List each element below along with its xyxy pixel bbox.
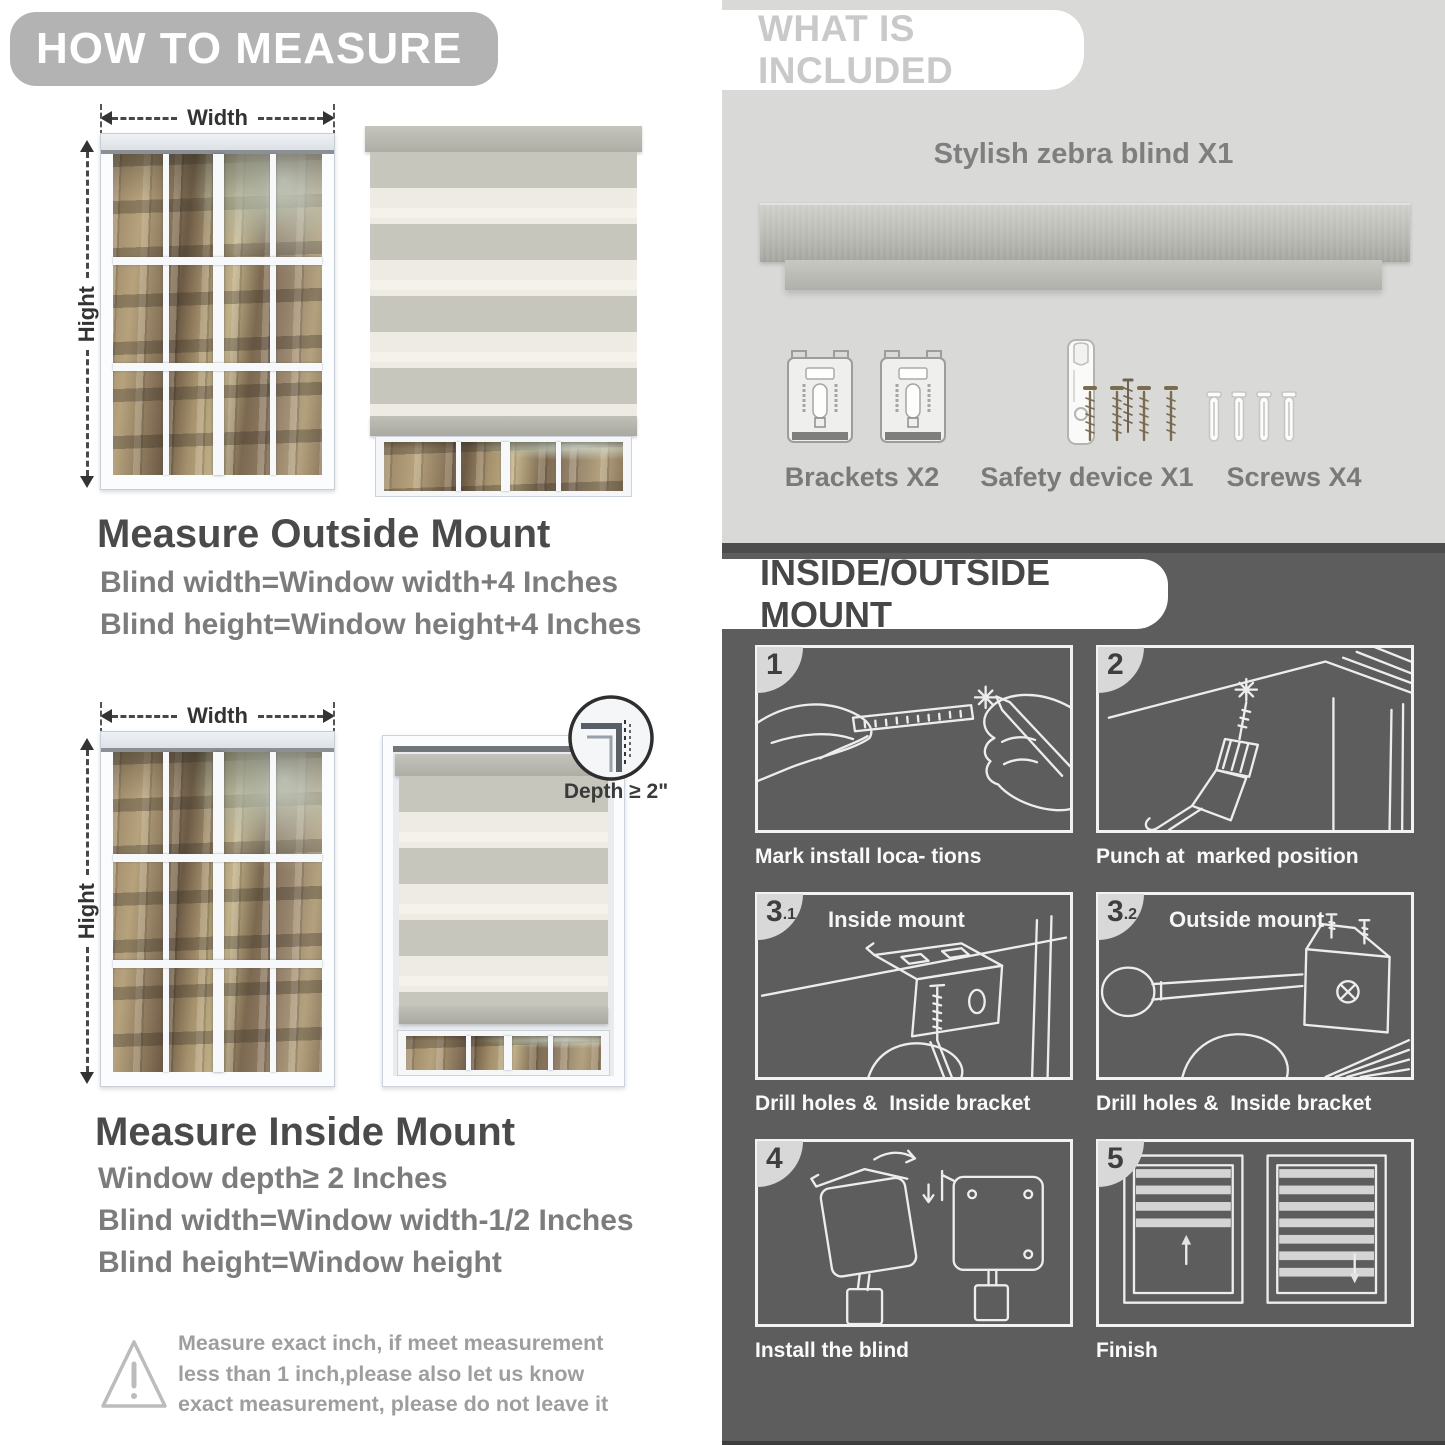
what-is-included-title: WHAT IS INCLUDED bbox=[758, 8, 954, 91]
width-label: Width bbox=[187, 703, 248, 728]
mount-steps-section bbox=[722, 553, 1445, 1445]
width-label: Width bbox=[187, 105, 248, 130]
step-1-illustration bbox=[758, 648, 1070, 830]
how-to-measure-title: HOW TO MEASURE bbox=[36, 24, 463, 73]
blind-stripes bbox=[399, 776, 608, 1006]
step-5-caption: Finish bbox=[1096, 1339, 1158, 1362]
step-2-badge: 2 bbox=[1098, 647, 1144, 693]
outside-mount-title: Measure Outside Mount bbox=[97, 512, 551, 556]
tick bbox=[100, 104, 102, 136]
blind-stripes bbox=[370, 152, 637, 416]
depth-label: Depth ≥ 2" bbox=[563, 780, 669, 803]
height-label: Hight bbox=[74, 285, 99, 343]
step-5-illustration bbox=[1099, 1142, 1411, 1324]
step-3-1-title: Inside mount bbox=[828, 907, 965, 932]
magnifier-circle-icon bbox=[567, 694, 655, 782]
step-1 bbox=[755, 645, 1073, 869]
blind-headrail bbox=[365, 126, 642, 152]
step-1-panel bbox=[755, 645, 1073, 833]
step-4-caption: Install the blind bbox=[755, 1339, 910, 1362]
window-top-frame bbox=[101, 732, 334, 752]
arrowhead-down-icon bbox=[80, 476, 94, 488]
step-5-panel bbox=[1096, 1139, 1414, 1327]
what-is-included-banner bbox=[722, 10, 1084, 90]
window-top-frame bbox=[101, 134, 334, 154]
tick bbox=[333, 702, 335, 734]
how-to-measure-banner bbox=[10, 12, 498, 86]
width-arrow-outside bbox=[100, 107, 335, 129]
inside-rule-width: Blind width=Window width-1/2 Inches bbox=[98, 1204, 634, 1237]
height-arrow-inside bbox=[74, 738, 100, 1084]
window-glass bbox=[113, 752, 322, 1072]
step-1-caption: Mark install loca- tions bbox=[755, 845, 982, 868]
brackets-label: Brackets X2 bbox=[784, 462, 940, 492]
blind-bottom-rail bbox=[370, 416, 637, 436]
step-4-panel bbox=[755, 1139, 1073, 1327]
width-arrow-inside bbox=[100, 705, 335, 727]
step-2-panel bbox=[1096, 645, 1414, 833]
step-2 bbox=[1096, 645, 1414, 869]
product-label: Stylish zebra blind X1 bbox=[933, 138, 1234, 170]
screws-label: Screws X4 bbox=[1226, 462, 1362, 492]
inside-rule-height: Blind height=Window height bbox=[98, 1246, 502, 1279]
mount-banner bbox=[722, 552, 1168, 635]
step-3-2-title: Outside mount bbox=[1169, 907, 1325, 932]
inside-mount-title: Measure Inside Mount bbox=[95, 1110, 516, 1154]
window-peek bbox=[375, 436, 632, 497]
warning-text: Measure exact inch, if meet measurement less than 1 inch,please also let us know exact measurement, please do not leave it bbox=[178, 1331, 609, 1417]
step-4 bbox=[755, 1139, 1073, 1363]
step-3-2-badge: 3 .2 bbox=[1098, 894, 1144, 940]
brackets-icon bbox=[784, 348, 949, 452]
window-photo-inside bbox=[100, 731, 335, 1087]
step-2-illustration bbox=[1099, 648, 1411, 830]
screws-icon bbox=[1080, 384, 1412, 446]
step-1-badge: 1 bbox=[757, 647, 803, 693]
step-3-2 bbox=[1096, 892, 1414, 1116]
height-label: Hight bbox=[74, 882, 99, 940]
what-is-included-section bbox=[722, 0, 1445, 543]
outside-rule-width: Blind width=Window width+4 Inches bbox=[100, 566, 619, 599]
step-3-1-caption: Drill holes & Inside bracket bbox=[755, 1092, 1031, 1115]
zebra-blind-figure-outside bbox=[365, 126, 642, 497]
step-3-2-caption: Drill holes & Inside bracket bbox=[1096, 1092, 1372, 1115]
mount-title: INSIDE/OUTSIDE MOUNT bbox=[760, 552, 1051, 635]
tick bbox=[333, 104, 335, 136]
depth-detail-magnifier bbox=[567, 694, 655, 787]
window-glass bbox=[113, 154, 322, 475]
warning-triangle-icon bbox=[98, 1334, 170, 1420]
step-3-2-panel bbox=[1096, 892, 1414, 1080]
step-3-1 bbox=[755, 892, 1073, 1116]
safety-device-label: Safety device X1 bbox=[980, 462, 1194, 492]
arrowhead-down-icon bbox=[80, 1072, 94, 1084]
outside-rule-height: Blind height=Window height+4 Inches bbox=[100, 608, 642, 641]
arrowhead-up-icon bbox=[80, 738, 94, 750]
step-5 bbox=[1096, 1139, 1414, 1363]
tick bbox=[100, 702, 102, 734]
window-photo-outside bbox=[100, 133, 335, 490]
window-peek bbox=[397, 1030, 610, 1076]
height-arrow-outside bbox=[74, 140, 100, 488]
step-5-badge: 5 bbox=[1098, 1141, 1144, 1187]
step-4-badge: 4 bbox=[757, 1141, 803, 1187]
inside-rule-depth: Window depth≥ 2 Inches bbox=[98, 1162, 448, 1195]
blind-headrail-image bbox=[760, 203, 1410, 262]
blind-bottom-rail bbox=[399, 1006, 608, 1024]
step-3-1-panel bbox=[755, 892, 1073, 1080]
right-panel bbox=[722, 0, 1445, 1445]
step-3-1-badge: 3 .1 bbox=[757, 894, 803, 940]
step-2-caption: Punch at marked position bbox=[1096, 845, 1359, 868]
blind-headrail-lip bbox=[785, 260, 1382, 290]
step-4-illustration bbox=[758, 1142, 1070, 1324]
steps-grid bbox=[755, 645, 1414, 1363]
arrowhead-up-icon bbox=[80, 140, 94, 152]
